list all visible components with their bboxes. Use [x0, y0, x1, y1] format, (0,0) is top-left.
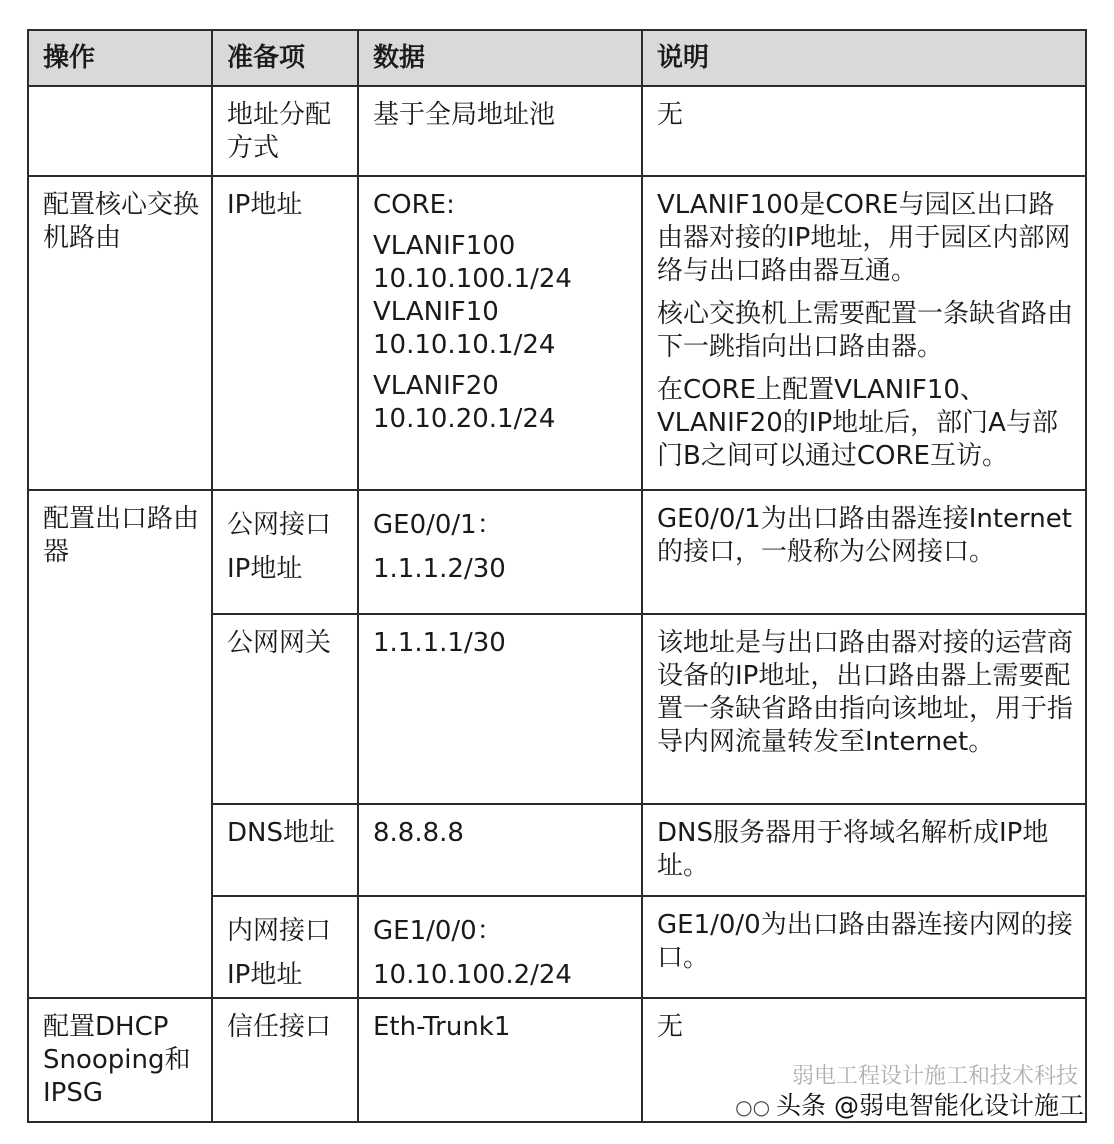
cell-data — [358, 176, 642, 490]
table-row — [28, 490, 1086, 614]
cell-data: 8.8.8.8 — [358, 804, 642, 896]
cell-description: DNS服务器用于将域名解析成IP地址。 — [642, 804, 1086, 896]
data-line: 10.10.100.1/24 — [373, 264, 572, 294]
data-line: CORE: — [373, 190, 455, 220]
table-row — [28, 176, 1086, 490]
cell-prep-item: DNS地址 — [212, 804, 358, 896]
header-data: 数据 — [358, 30, 642, 86]
header-description: 说明 — [642, 30, 1086, 86]
watermark — [735, 1064, 1084, 1122]
cell-data: 1.1.1.1/30 — [358, 614, 642, 804]
cell-description: 无 — [642, 86, 1086, 176]
watermark-faint-text: 弱电工程设计施工和技术科技 — [791, 1064, 1078, 1089]
data-line: 10.10.20.1/24 — [373, 404, 556, 434]
cell-description: GE1/0/0为出口路由器连接内网的接口。 — [642, 896, 1086, 998]
cell-prep-item: 公网接口 IP地址 — [212, 490, 358, 614]
spec-table — [27, 29, 1087, 1123]
cell-description: 该地址是与出口路由器对接的运营商设备的IP地址，出口路由器上需要配置一条缺省路由指向该地址，用于指导内网流量转发至Internet。 — [642, 614, 1086, 804]
cell-operation — [28, 86, 212, 176]
cell-description: 无 — [642, 998, 1086, 1122]
data-line: 10.10.10.1/24 — [373, 330, 556, 360]
data-line: VLANIF100 — [373, 231, 516, 261]
header-operation: 操作 — [28, 30, 212, 86]
watermark-text: 头条 @弱电智能化设计施工 — [776, 1091, 1084, 1120]
data-line: VLANIF20 — [373, 371, 499, 401]
desc-paragraph: VLANIF100是CORE与园区出口路由器对接的IP地址，用于园区内部网络与出口路由器互通。 — [657, 190, 1071, 286]
cell-prep-item: IP地址 — [212, 176, 358, 490]
header-prep-item: 准备项 — [212, 30, 358, 86]
data-line: VLANIF10 — [373, 297, 499, 327]
cell-data: GE0/0/1： 1.1.1.2/30 — [358, 490, 642, 614]
cell-prep-item: 地址分配方式 — [212, 86, 358, 176]
desc-paragraph: 在CORE上配置VLANIF10、VLANIF20的IP地址后，部门A与部门B之间可以通过CORE互访。 — [657, 375, 1058, 471]
desc-paragraph: 核心交换机上需要配置一条缺省路由下一跳指向出口路由器。 — [657, 299, 1074, 362]
cell-data: GE1/0/0： 10.10.100.2/24 — [358, 896, 642, 998]
cell-description: GE0/0/1为出口路由器连接Internet的接口，一般称为公网接口。 — [642, 490, 1086, 614]
cell-operation: 配置DHCP Snooping和IPSG — [28, 998, 212, 1122]
cell-prep-item: 内网接口 IP地址 — [212, 896, 358, 998]
wechat-icon: ○○ — [735, 1095, 771, 1119]
table-row — [28, 86, 1086, 176]
cell-prep-item: 公网网关 — [212, 614, 358, 804]
cell-data: 基于全局地址池 — [358, 86, 642, 176]
cell-prep-item: 信任接口 — [212, 998, 358, 1122]
cell-operation: 配置核心交换机路由 — [28, 176, 212, 490]
cell-operation: 配置出口路由器 — [28, 490, 212, 998]
table-header-row — [28, 30, 1086, 86]
cell-description — [642, 176, 1086, 490]
cell-data: Eth-Trunk1 — [358, 998, 642, 1122]
